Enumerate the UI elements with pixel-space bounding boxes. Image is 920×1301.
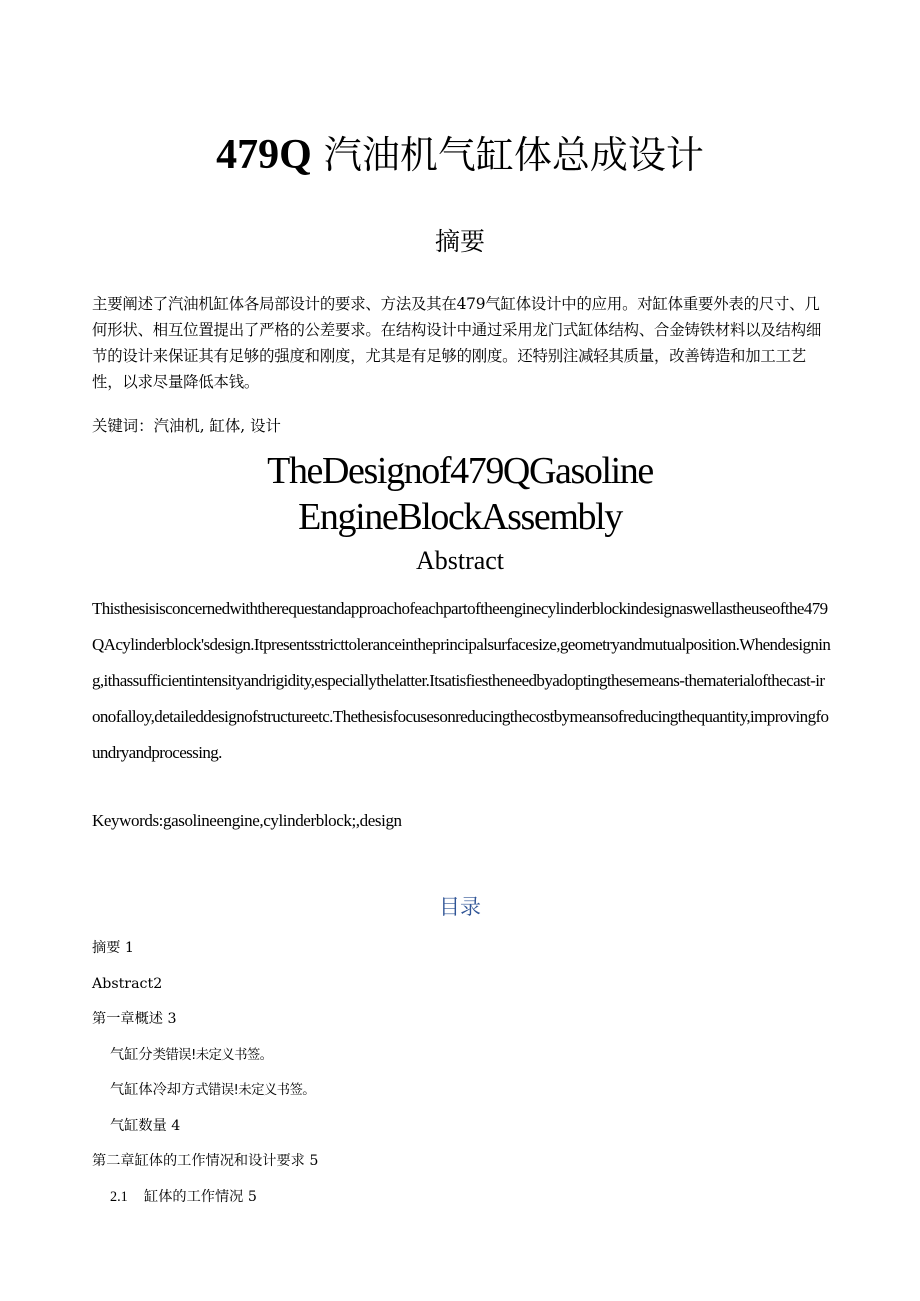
toc-item[interactable]	[92, 1041, 832, 1077]
toc-item-label: 摘要 1	[92, 940, 134, 956]
document-title	[0, 130, 920, 180]
cn-abstract-heading: 摘要	[434, 227, 485, 256]
toc-heading: 目录	[439, 895, 481, 919]
cn-keywords: 关键词：汽油机, 缸体, 设计	[92, 417, 281, 435]
toc-item-label: 气缸体冷却方	[110, 1082, 196, 1098]
en-keywords: Keywords:gasolineengine,cylinderblock;,design	[92, 811, 402, 830]
toc-item[interactable]	[92, 970, 832, 1006]
toc-item-label: 第二章缸体的工作情况和设计要求 5	[92, 1153, 319, 1169]
cn-abstract-body: 主要阐述了汽油机缸体各局部设计的要求、方法及其在479气缸体设计中的应用。对缸体重要外表的尺寸、几何形状、相互位置提出了严格的公差要求。在结构设计中通过采用龙门式缸体结构、合金铸铁材料以及结构细节的设计来保证其有足够的强度和刚度，尤其是有足够的刚度。还特别注减轻其质量，改善铸造和加工工艺性，以求尽量降低本钱。	[92, 295, 822, 391]
toc-item[interactable]	[92, 1147, 832, 1183]
toc-item-label: 气缸数量 4	[110, 1117, 181, 1134]
title-text: 汽油机气缸体总成设计	[323, 133, 704, 177]
en-abstract-body: Thisthesisisconcernedwiththerequestandapproachofeachpartoftheenginecylinderblockindesignaswellastheuseofthe479QAcylinderblock'sdesign.Itpresentsstricttoleranceintheprincipalsurfacesize,geometryandmutualposition.Whendesigning,ithassufficientintensityandrigidity,especiallythelatter.Itsatisfiestheneedbyadoptingthesemeans-thematerialofthecast-ironofalloy,detaileddesignofstructureetc.Thethesisfocusesonreducingthecostbymeansofreducingthequantity,improvingfoundryandprocessing.	[92, 599, 831, 762]
english-title-line1: TheDesignof479QGasoline	[267, 450, 653, 492]
toc-item[interactable]	[92, 1076, 832, 1112]
toc-item-label: Abstract2	[92, 975, 163, 992]
toc-item-label: 缸体的工作情况 5	[144, 1188, 257, 1205]
table-of-contents	[92, 934, 832, 1218]
english-title	[0, 448, 920, 540]
toc-item[interactable]	[92, 1005, 832, 1041]
toc-item-label: 气缸分	[110, 1046, 153, 1063]
toc-item-number: 2.1	[110, 1188, 128, 1205]
toc-item-error: 式错误!未定义书签。	[195, 1083, 316, 1098]
toc-item-error: 类错误!未定义书签。	[152, 1047, 273, 1063]
toc-item[interactable]	[92, 1112, 832, 1148]
toc-item[interactable]	[92, 1183, 832, 1219]
english-title-line2: EngineBlockAssembly	[298, 496, 622, 538]
toc-item-label: 第一章概述 3	[92, 1011, 177, 1027]
en-abstract-heading: Abstract	[415, 546, 505, 575]
title-number: 479Q	[216, 132, 312, 178]
toc-item[interactable]	[92, 934, 832, 970]
